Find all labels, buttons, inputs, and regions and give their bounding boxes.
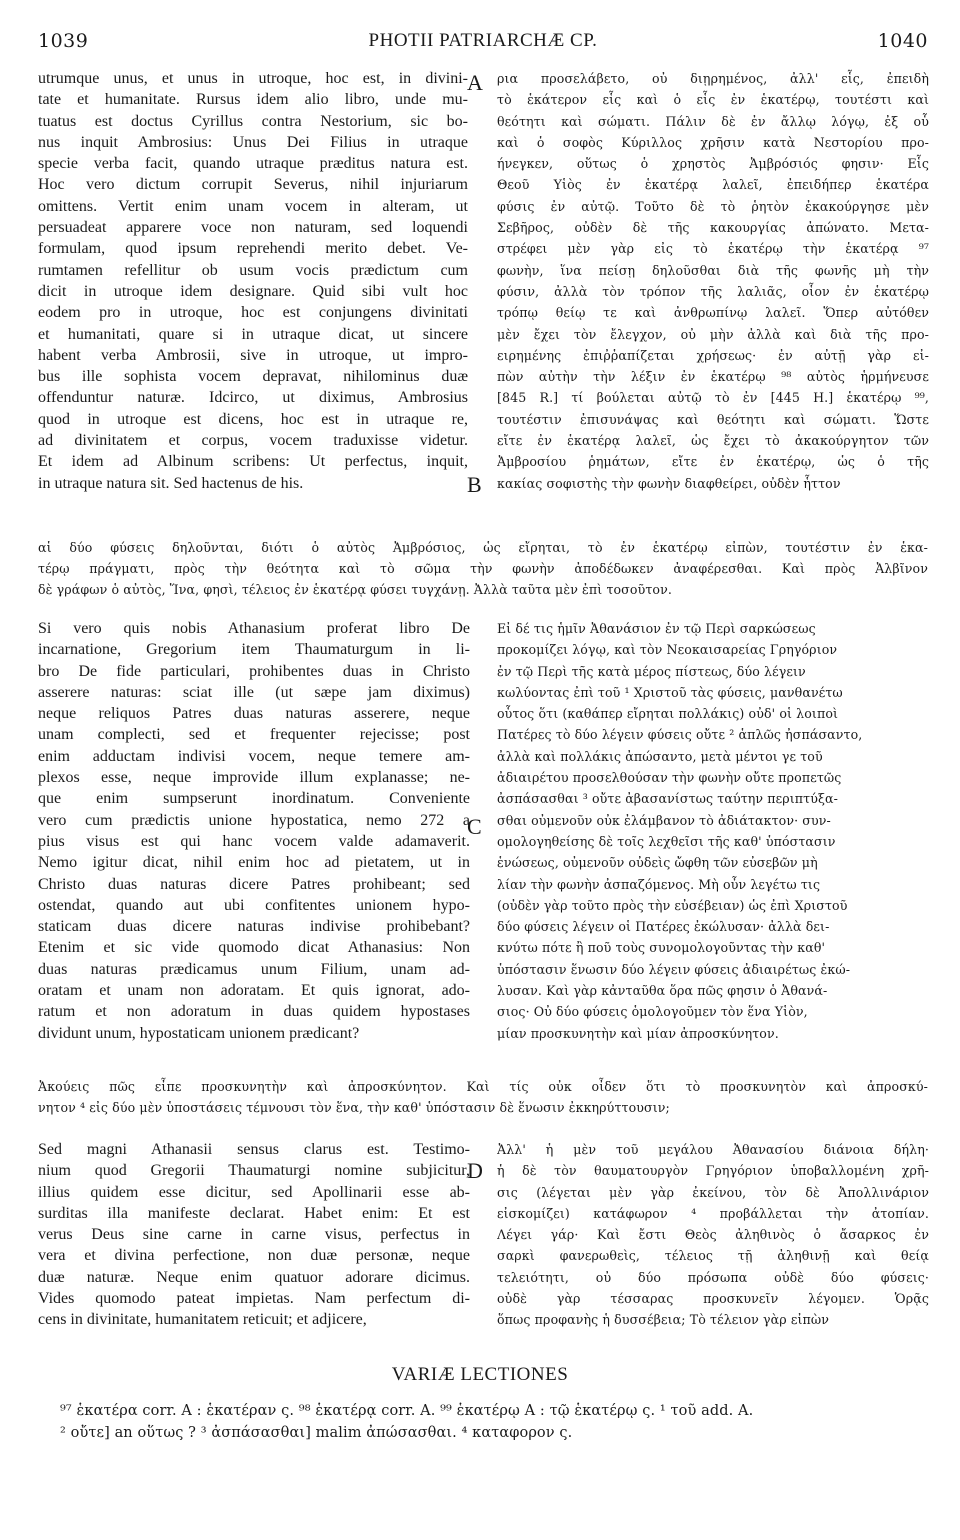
latin-text-line: neque reliquos Patres duas naturas asserere, neque	[38, 705, 470, 723]
greek-text-line: ἀδιαιρέτου προσελθούσαν τὴν φωνὴν οὔτε προπετῶς	[497, 770, 842, 786]
latin-column-section-3	[38, 1139, 470, 1331]
greek-text-line: θεότητι καὶ σώματι. Πάλιν δὲ ἐν ἄλλῳ λόγῳ, ἐξ οὗ	[497, 113, 929, 129]
latin-text-line: que enim sumpserunt inordinatum. Conveniente	[38, 790, 470, 808]
latin-text-line: oratam et unam non adoratam. Et quis ignorat, ado-	[38, 982, 470, 1000]
greek-text-line: ἀσπάσασθαι ³ οὔτε ἀβασανίστως ταύτην περιπτύξα-	[497, 791, 839, 807]
latin-text-line: Nemo igitur dicat, nihil enim hoc ad pietatem, ut in	[38, 854, 470, 872]
greek-text-line: λυσαν. Καὶ γὰρ κἀνταῦθα ὅρα πῶς φησιν ὁ Ἀθανά-	[497, 983, 828, 999]
greek-text-line: τρόπῳ θείῳ τε καὶ ἀνθρωπίνῳ λαλεῖ. Ὅπερ αὐτόθεν	[497, 305, 929, 321]
latin-text-line: in utraque natura sit. Sed hactenus de his.	[38, 474, 304, 492]
greek-text-line: ήνεγκεν, οὕτως ὁ χρηστὸς Ἀμβρόσιός φησιν· Εἷς	[497, 156, 929, 172]
latin-text-line: formulam, quod ipsum reprehendi merito debet. Ve-	[38, 240, 468, 258]
greek-text-line: ἑνώσεως, οὐμενοῦν οὐδεὶς ὤφθη τῶν εὐσεβῶν μὴ	[497, 855, 818, 871]
latin-column-section-1	[38, 68, 468, 494]
greek-text-line: τέρῳ πράγματι, πρὸς τὴν θεότητα καὶ τὸ σῶμα τὴν φωνὴν ἀποδέδωκεν ἀναφέρεσθαι. Καὶ πρὸς Ἀλβῖνον	[38, 561, 928, 576]
greek-text-line: πὼν αὐτὴν τὴν λέξιν ἐν ἑκατέρῳ ⁹⁸ αὐτὸς ἡρμήνευσε	[497, 369, 929, 385]
greek-text-line: κωλύοντας ἐπὶ τοῦ ¹ Χριστοῦ τὰς φύσεις, μανθανέτω	[497, 684, 843, 700]
greek-column-section-3	[497, 1139, 929, 1331]
latin-text-line: illius quidem esse dicitur, sed Apollinarii esse ab-	[38, 1183, 470, 1201]
greek-column-section-1	[497, 68, 929, 494]
latin-text-line: Vides quomodo pateat impietas. Nam perfectum di-	[38, 1290, 470, 1308]
greek-text-line: δὲ γράφων ὁ αὐτὸς, Ἵνα, φησὶ, τέλειος ἐν ἑκατέρᾳ φύσει τυγχάνῃ. Ἀλλὰ ταῦτα μὲν ἐπὶ τοσοῦτον.	[38, 582, 672, 597]
latin-text-line: asserere naturas: sciat ille (ut sæpe jam diximus)	[38, 683, 470, 701]
latin-text-line: staticam duas dicere naturas indivise prohibebant?	[38, 918, 470, 936]
latin-text-line: cens in divinitate, humanitatem reticuit; et adjicere,	[38, 1311, 367, 1329]
greek-text-line: ρια προσελάβετο, οὐ διῃρημένος, ἀλλ' εἷς, ἐπειδὴ	[497, 71, 929, 86]
variant-reading-line: ⁹⁷ ἑκατέρα corr. A : ἑκατέραν ς. ⁹⁸ ἑκατέρᾳ corr. A. ⁹⁹ ἑκατέρῳ A : τῷ ἑκατέρῳ ς. ¹ τοῦ add. A.	[60, 1403, 754, 1419]
margin-marker-d: D	[467, 1158, 483, 1183]
latin-text-line: duæ naturæ. Neque enim quatuor adorare dicimus.	[38, 1268, 470, 1286]
latin-text-line: enim adductam indivisi vocem, neque temere am-	[38, 747, 470, 765]
greek-text-line: εἰσκομίζει) κατάφωρον ⁴ προβάλλεται τὴν ἀτοπίαν.	[497, 1205, 929, 1221]
latin-text-line: et humanitati, quare si in utraque dicat, ut sincere	[38, 325, 468, 343]
latin-text-line: dicit in utroque idem designare. Quid sibi vult hoc	[38, 282, 468, 300]
latin-text-line: ad divinitatem et corpus, vocem traduxisse videtur.	[38, 432, 468, 450]
greek-text-line: Ἀκούεις πῶς εἶπε προσκυνητὴν καὶ ἀπροσκύνητον. Καὶ τίς οὐκ οἶδεν ὅτι τὸ προσκυνητὸν καὶ ἀπροσκύ-	[38, 1079, 928, 1094]
greek-text-line: ειρημένης ἐπιῤῥαπίζεται χρήσεως· ἐν αὐτῇ γὰρ εἰ-	[497, 347, 929, 363]
variant-reading-line: ² οὔτε] an οὕτως ? ³ ἀσπάσασθαι] malim ἀπώσασθαι. ⁴ καταφορον ς.	[60, 1425, 573, 1441]
greek-text-line: τελειότητι, οὐ δύο πρόσωπα οὐδὲ δύο φύσεις·	[497, 1269, 929, 1285]
greek-text-line: λίαν τὴν φωνὴν ἀσπαζόμενος. Μὴ οὖν λεγέτω τις	[497, 876, 821, 892]
greek-text-line: προκομίζει λόγῳ, καὶ τὸν Νεοκαισαρείας Γρηγόριον	[497, 642, 838, 658]
latin-text-line: incarnatione, Gregorium item Thaumaturgum in li-	[38, 641, 470, 659]
greek-text-line: τουτέστιν ἐπισυνάψας καὶ θεότητι καὶ σώματι. Ὥστε	[497, 411, 929, 427]
greek-fullwidth-1	[38, 537, 928, 600]
latin-text-line: Hoc vero dictum corrupit Severus, nihil injuriarum	[38, 176, 468, 194]
latin-text-line: surditas illa manifeste declarat. Habet enim: Et est	[38, 1204, 470, 1222]
greek-text-line: μὲν ἔχει τὸν ἔλεγχον, οὐ μὴν ἀλλὰ καὶ διὰ τῆς προ-	[497, 326, 929, 342]
greek-text-line: (οὐδὲν γὰρ τοῦτο πρὸς τὴν εὐσέβειαν) ὡς ἐπὶ Χριστοῦ	[497, 897, 848, 913]
greek-text-line: ὅπως προφανὴς ἡ δυσσέβεια; Τὸ τέλειον γὰρ εἰπὼν	[497, 1312, 829, 1328]
greek-text-line: νητον ⁴ εἰς δύο μὲν ὑποστάσεις τέμνουσι τὸν ἕνα, τὴν καθ' ὑπόστασιν δὲ ἕνωσιν ἐκκηρύττουσιν;	[38, 1100, 670, 1115]
greek-text-line: δύο φύσεις λέγειν οἱ Πατέρες ἐκώλυσαν· ἀλλὰ δει-	[497, 919, 830, 935]
greek-text-line: σθαι οὐμενοῦν οὐκ ἐλάμβανον τὸ ἀδιάτακτον· συν-	[497, 812, 831, 828]
variae-lectiones-notes	[60, 1400, 930, 1444]
greek-text-line: φύσιν, ἀλλὰ τὸν τρόπον τῆς λαλιᾶς, οἷον ἐν ἑκατέρῳ	[497, 283, 929, 299]
margin-marker-a: A	[467, 70, 483, 95]
greek-text-line: φύσις ἐν αὐτῷ. Τοῦτο δὲ τὸ ῥητὸν ἐκακούργησε μὲν	[497, 198, 929, 214]
latin-text-line: vero cum prædictis unione hypostatica, nemo 272 a	[38, 811, 470, 829]
latin-column-section-2	[38, 618, 470, 1044]
latin-text-line: tate et humanitate. Rursus idem alio libro, unde mu-	[38, 91, 468, 109]
greek-text-line: σιος· Οὐ δύο φύσεις ὁμολογοῦμεν τὸν ἕνα Υἱὸν,	[497, 1004, 808, 1020]
variae-lectiones-heading: VARIÆ LECTIONES	[391, 1364, 569, 1385]
greek-text-line: αἱ δύο φύσεις δηλοῦνται, διότι ὁ αὐτὸς Ἀμβρόσιος, ὡς εἴρηται, τὸ ἐν ἑκατέρῳ εἰπὼν, τουτέστιν ἐν ἑκα-	[38, 540, 928, 555]
greek-text-line: Πατέρες τὸ δύο λέγειν φύσεις οὔτε ² ἁπλῶς ἠσπάσαντο,	[497, 727, 863, 743]
greek-text-line: οὐδὲ γὰρ τέσσαρας προσκυνεῖν λέγομεν. Ὁρᾷς	[497, 1291, 929, 1307]
greek-fullwidth-2	[38, 1076, 928, 1118]
latin-text-line: ratum et non adoratum in duas quidem hypostases	[38, 1003, 470, 1021]
greek-text-line: σαρκὶ φανερωθεὶς, τέλειος τῇ ἀληθινῇ καὶ θείᾳ	[497, 1248, 929, 1264]
latin-text-line: bus ille sophista vocem depravat, nihilominus duæ	[38, 368, 468, 386]
running-title: PHOTII PATRIARCHÆ CP.	[368, 30, 598, 51]
margin-marker-c: C	[467, 814, 482, 839]
latin-text-line: dividunt unum, hypostaticam unionem prædicant?	[38, 1024, 360, 1042]
latin-text-line: rumtamen refellitur ob usum vocis prædictum cum	[38, 261, 468, 279]
running-header	[38, 30, 928, 56]
latin-text-line: pius visus est qui hanc vocem valde adamaverit.	[38, 832, 470, 850]
latin-text-line: tuatus est doctus Cyrillus contra Nestorium, sic bo-	[38, 112, 468, 130]
latin-text-line: Si vero quis nobis Athanasium proferat libro De	[38, 620, 470, 637]
page-number-left: 1039	[38, 30, 89, 52]
latin-text-line: nus inquit Ambrosius: Unus Dei Filius in utraque	[38, 133, 468, 151]
greek-text-line: στρέφει μὲν γὰρ εἰς τὸ ἑκατέρῳ τὴν ἑκατέρᾳ ⁹⁷	[497, 241, 929, 257]
greek-text-line: [845 R.] τί βούλεται αὐτῷ τὸ ἐν [445 H.] ἑκατέρῳ ⁹⁹,	[497, 390, 929, 406]
margin-marker-b: B	[467, 472, 482, 497]
greek-column-section-2	[497, 618, 929, 1044]
greek-text-line: ἐν τῷ Περὶ τῆς κατὰ μέρος πίστεως, δύο λέγειν	[497, 663, 806, 679]
latin-text-line: unam complecti, sed et frequenter rejecisse; post	[38, 726, 470, 744]
latin-text-line: habent verba Ambrosii, sive in utroque, ut impro-	[38, 346, 468, 364]
greek-text-line: μίαν προσκυνητὴν καὶ μίαν ἀπροσκύνητον.	[497, 1025, 779, 1041]
greek-text-line: τὸ ἑκάτερον εἷς καὶ ὁ εἷς ἐν ἑκατέρῳ, τουτέστι καὶ	[497, 92, 929, 108]
latin-text-line: utrumque unus, et unus in utroque, hoc est, in divini-	[38, 70, 468, 87]
greek-text-line: Λέγει γάρ· Καὶ ἔστι Θεὸς ἀληθινὸς ὁ ἄσαρκος ἐν	[497, 1227, 929, 1243]
latin-text-line: omittens. Vertit enim unam vocem in alteram, ut	[38, 197, 468, 215]
latin-text-line: Sed magni Athanasii sensus clarus est. Testimo-	[38, 1141, 470, 1158]
latin-text-line: nium quod Gregorii Thaumaturgi nomine subjicitur,	[38, 1162, 470, 1180]
greek-text-line: Θεοῦ Υἱὸς ἐν ἑκατέρᾳ λαλεῖ, ἐπειδήπερ ἑκατέρα	[497, 177, 929, 193]
greek-text-line: Ἀλλ' ἡ μὲν τοῦ μεγάλου Ἀθανασίου διάνοια δήλη·	[497, 1142, 929, 1157]
latin-text-line: Christo duas naturas dicere Patres prohibeant; sed	[38, 875, 470, 893]
greek-text-line: ἡ δὲ τὸν θαυματουργὸν Γρηγόριον ὑποβαλλομένη χρῆ-	[497, 1163, 929, 1179]
latin-text-line: plexos esse, neque improvide illum explanasse; ne-	[38, 769, 470, 787]
greek-text-line: εἴτε ἐν ἑκατέρᾳ λαλεῖ, ὡς ἔχει τὸ ἀκακούργητον τῶν	[497, 433, 929, 449]
greek-text-line: Σεβῆρος, οὐδὲν δὲ τῆς κακουργίας ἀπώνατο. Μετα-	[497, 220, 929, 236]
greek-text-line: Ἀμβροσίου ῥημάτων, εἴτε ἐν ἑκατέρῳ, ὡς ὁ τῆς	[497, 454, 929, 470]
latin-text-line: persuadeat apparere voce non naturam, sed loquendi	[38, 219, 468, 237]
greek-text-line: οὗτος ὅτι (καθάπερ εἴρηται πολλάκις) οὐδ' οἱ λοιποὶ	[497, 706, 839, 722]
greek-text-line: κακίας σοφιστὴς τὴν φωνὴν διαφθείρει, οὐδὲν ἧττον	[497, 475, 841, 491]
latin-text-line: bro De fide particulari, prohibentes duas in Christo	[38, 662, 470, 680]
greek-text-line: ἀλλὰ καὶ πολλάκις ἀπώσαντο, μετὰ μέντοι γε τοῦ	[497, 748, 823, 764]
latin-text-line: vera et divina perfectione, non duæ personæ, neque	[38, 1247, 470, 1265]
latin-text-line: eodem pro in utroque, hoc est conjungens divinitati	[38, 304, 468, 322]
latin-text-line: quod in utroque est dicens, hoc est in utraque re,	[38, 410, 468, 428]
greek-text-line: καὶ ὁ σοφὸς Κύριλλος χρῆσιν κατὰ Νεστορίου προ-	[497, 134, 929, 150]
latin-text-line: verus Deus sine carne in carne visus, perfectus in	[38, 1226, 470, 1244]
page-number-right: 1040	[877, 30, 928, 52]
greek-text-line: σις (λέγεται μὲν γὰρ ἐκείνου, τὸν δὲ Ἀπολλινάριον	[497, 1184, 929, 1200]
latin-text-line: duas naturas prædicamus unum Filium, unam ad-	[38, 960, 470, 978]
greek-text-line: ομολογηθείσης δὲ τοῖς λεχθεῖσι τῆς καθ' ὑπόστασιν	[497, 833, 836, 849]
greek-text-line: φωνὴν, ἵνα πείσῃ δηλοῦσθαι διὰ τῆς φωνῆς μὴ τὴν	[497, 262, 929, 278]
latin-text-line: Et idem ad Albinum scribens: Ut perfectus, inquit,	[38, 453, 468, 471]
latin-text-line: Etenim et sic vide quomodo dicat Athanasius: Non	[38, 939, 470, 957]
latin-text-line: offenduntur naturæ. Idcirco, ut diximus, Ambrosius	[38, 389, 468, 407]
greek-text-line: ὑπόστασιν ἕνωσιν δύο λέγειν φύσεις ἀδιαιρέτως ἐκώ-	[497, 961, 851, 977]
latin-text-line: specie verba facit, quando utraque præditus natura est.	[38, 155, 468, 173]
greek-text-line: κνύτω πότε ἢ ποῦ τοὺς συνομολογοῦντας τὴν καθ'	[497, 940, 826, 956]
latin-text-line: ostendat, quando aut ubi confitentes unionem hypo-	[38, 896, 470, 914]
greek-text-line: Εἰ δέ τις ἡμῖν Ἀθανάσιον ἐν τῷ Περὶ σαρκώσεως	[497, 621, 816, 636]
